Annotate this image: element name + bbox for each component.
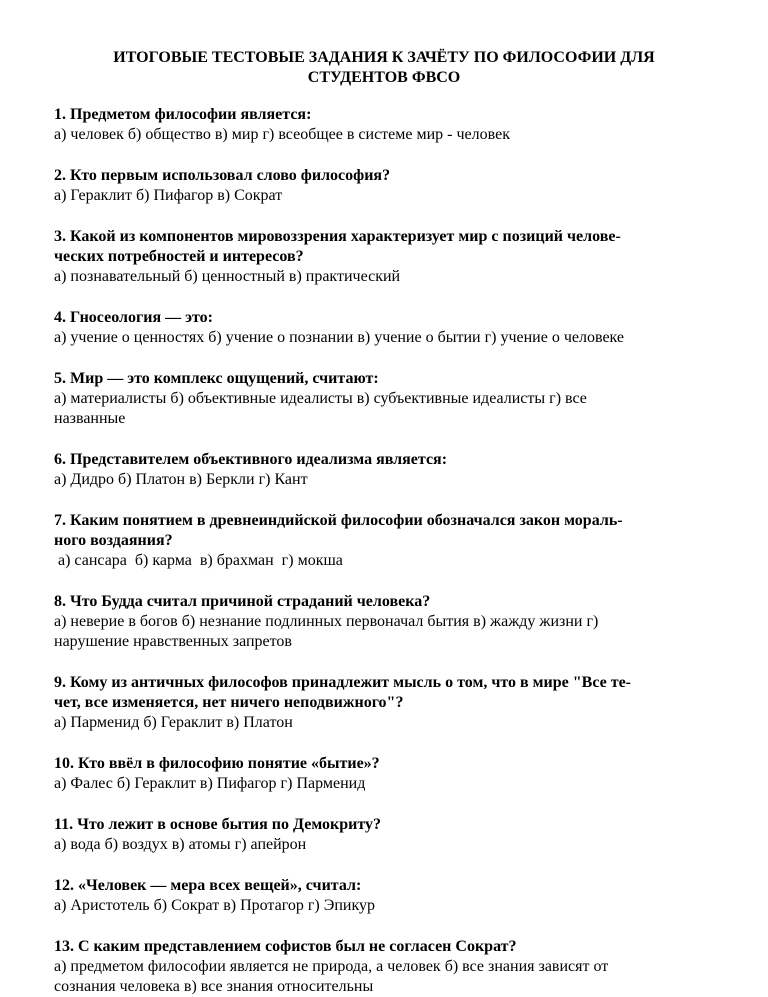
question-line: 8. Что Будда считал причиной страданий человека? — [54, 593, 431, 610]
question-line: ческих потребностей и интересов? — [54, 248, 304, 265]
answer-line: названные — [54, 410, 126, 427]
document-title — [54, 48, 714, 88]
answer-options — [54, 835, 714, 855]
answer-line: а) Аристотель б) Сократ в) Протагор г) Эпикур — [54, 897, 375, 914]
question-line: 12. «Человек — мера всех вещей», считал: — [54, 877, 362, 894]
answer-options — [54, 896, 714, 916]
question-text — [54, 450, 714, 470]
answer-line: а) сансара б) карма в) брахман г) мокша — [54, 552, 343, 569]
answer-options — [54, 328, 714, 348]
answer-options — [54, 713, 714, 733]
answer-options — [54, 186, 714, 206]
question-text — [54, 876, 714, 896]
answer-line: а) неверие в богов б) незнание подлинных первоначал бытия в) жажду жизни г) — [54, 613, 599, 630]
question-13 — [54, 937, 714, 997]
question-line: чет, все изменяется, нет ничего неподвижного"? — [54, 694, 404, 711]
question-text — [54, 105, 714, 125]
question-line: 5. Мир — это комплекс ощущений, считают: — [54, 370, 379, 387]
answer-line: а) познавательный б) ценностный в) практический — [54, 268, 401, 285]
answer-line: сознания человека в) все знания относительны — [54, 978, 374, 995]
answer-line: а) учение о ценностях б) учение о познании в) учение о бытии г) учение о человеке — [54, 329, 625, 346]
question-text — [54, 166, 714, 186]
title-line: ИТОГОВЫЕ ТЕСТОВЫЕ ЗАДАНИЯ К ЗАЧЁТУ ПО ФИЛОСОФИИ ДЛЯ — [113, 49, 655, 66]
answer-line: а) материалисты б) объективные идеалисты в) субъективные идеалисты г) все — [54, 390, 587, 407]
title-line: СТУДЕНТОВ ФВСО — [307, 69, 461, 86]
answer-options — [54, 389, 714, 429]
answer-options — [54, 957, 714, 997]
question-text — [54, 815, 714, 835]
question-text — [54, 369, 714, 389]
question-line: 7. Каким понятием в древнеиндийской философии обозначался закон мораль- — [54, 512, 623, 529]
question-text — [54, 511, 714, 551]
question-line: ного воздаяния? — [54, 532, 173, 549]
answer-options — [54, 551, 714, 571]
answer-line: а) Парменид б) Гераклит в) Платон — [54, 714, 293, 731]
question-6 — [54, 450, 714, 490]
question-line: 13. С каким представлением софистов был не согласен Сократ? — [54, 938, 517, 955]
answer-line: а) Дидро б) Платон в) Беркли г) Кант — [54, 471, 308, 488]
question-line: 11. Что лежит в основе бытия по Демокриту? — [54, 816, 381, 833]
question-text — [54, 592, 714, 612]
answer-options — [54, 125, 714, 145]
answer-line: а) вода б) воздух в) атомы г) апейрон — [54, 836, 307, 853]
question-8 — [54, 592, 714, 652]
answer-line: а) предметом философии является не природа, а человек б) все знания зависят от — [54, 958, 609, 975]
question-text — [54, 754, 714, 774]
answer-options — [54, 267, 714, 287]
question-text — [54, 308, 714, 328]
answer-line: а) человек б) общество в) мир г) всеобщее в системе мир - человек — [54, 126, 510, 143]
question-7 — [54, 511, 714, 571]
question-1 — [54, 105, 714, 145]
answer-options — [54, 470, 714, 490]
question-line: 10. Кто ввёл в философию понятие «бытие»? — [54, 755, 380, 772]
question-3 — [54, 227, 714, 287]
answer-line: а) Фалес б) Гераклит в) Пифагор г) Парменид — [54, 775, 366, 792]
question-text — [54, 227, 714, 267]
question-text — [54, 937, 714, 957]
answer-options — [54, 774, 714, 794]
question-11 — [54, 815, 714, 855]
question-10 — [54, 754, 714, 794]
question-4 — [54, 308, 714, 348]
question-line: 6. Представителем объективного идеализма является: — [54, 451, 448, 468]
question-text — [54, 673, 714, 713]
answer-line: а) Гераклит б) Пифагор в) Сократ — [54, 187, 283, 204]
question-line: 2. Кто первым использовал слово философия? — [54, 167, 391, 184]
question-5 — [54, 369, 714, 429]
question-line: 1. Предметом философии является: — [54, 106, 312, 123]
question-line: 3. Какой из компонентов мировоззрения характеризует мир с позиций челове- — [54, 228, 621, 245]
question-line: 9. Кому из античных философов принадлежит мысль о том, что в мире "Все те- — [54, 674, 632, 691]
answer-options — [54, 612, 714, 652]
question-12 — [54, 876, 714, 916]
question-9 — [54, 673, 714, 733]
question-2 — [54, 166, 714, 206]
question-line: 4. Гносеология — это: — [54, 309, 213, 326]
answer-line: нарушение нравственных запретов — [54, 633, 292, 650]
